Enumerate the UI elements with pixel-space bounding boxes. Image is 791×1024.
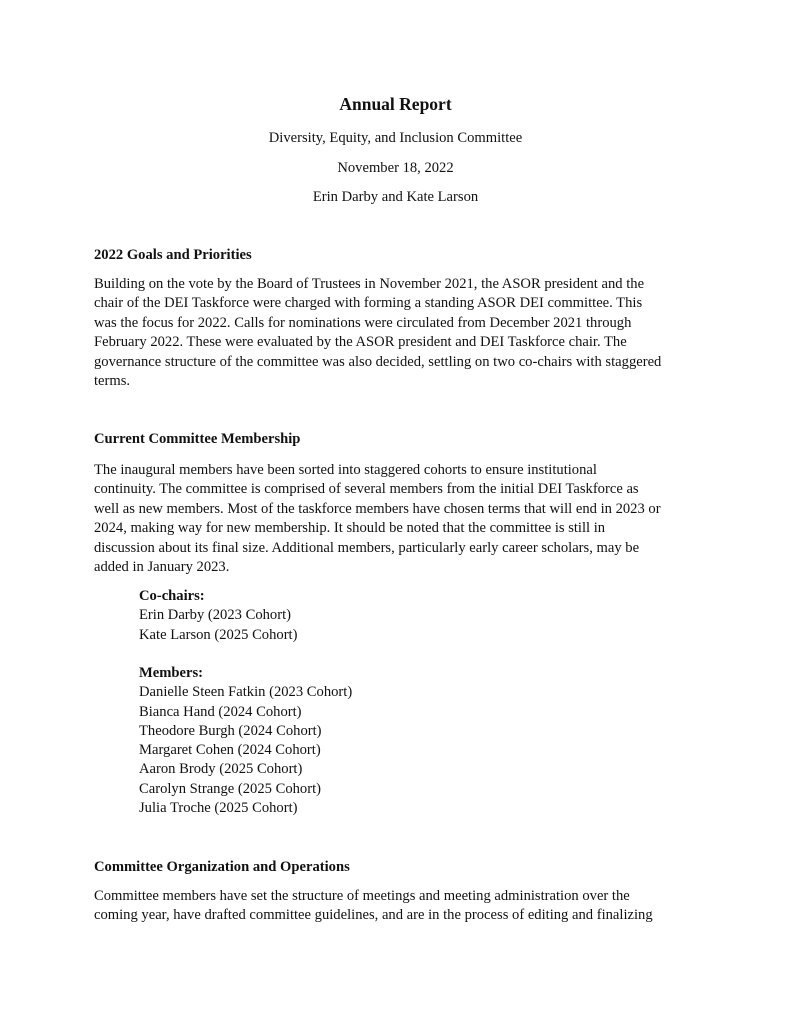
paragraph-line: February 2022. These were evaluated by the ASOR president and DEI Taskforce chair. The <box>94 334 627 351</box>
member-item: Aaron Brody (2025 Cohort) <box>139 761 303 778</box>
cochairs-list <box>139 587 297 645</box>
cochairs-label: Co-chairs: <box>139 588 205 604</box>
members-list <box>139 664 352 818</box>
paragraph-line: governance structure of the committee was also decided, settling on two co-chairs with staggered <box>94 353 662 370</box>
paragraph-line: Committee members have set the structure of meetings and meeting administration over the <box>94 888 630 904</box>
member-item: Danielle Steen Fatkin (2023 Cohort) <box>139 684 353 701</box>
paragraph-line: discussion about its final size. Additional members, particularly early career scholars, may be <box>94 539 640 556</box>
members-label: Members: <box>139 665 204 681</box>
paragraph-line: The inaugural members have been sorted into staggered cohorts to ensure institutional <box>94 462 597 478</box>
paragraph-line: Building on the vote by the Board of Trustees in November 2021, the ASOR president and the <box>94 276 645 292</box>
report-title: Annual Report <box>339 94 452 114</box>
paragraph-line: well as new members. Most of the taskforce members have chosen terms that will end in 2023 or <box>94 500 661 517</box>
goals-heading: 2022 Goals and Priorities <box>94 247 252 263</box>
membership-heading: Current Committee Membership <box>94 431 301 447</box>
cochair-item: Erin Darby (2023 Cohort) <box>139 607 291 624</box>
report-date: November 18, 2022 <box>337 160 454 176</box>
paragraph-line: continuity. The committee is comprised of several members from the initial DEI Taskforce as <box>94 481 639 498</box>
member-item: Margaret Cohen (2024 Cohort) <box>139 742 321 759</box>
paragraph-line: was the focus for 2022. Calls for nominations were circulated from December 2021 through <box>94 314 632 331</box>
organization-paragraph <box>94 887 706 926</box>
member-item: Carolyn Strange (2025 Cohort) <box>139 780 321 797</box>
cochair-item: Kate Larson (2025 Cohort) <box>139 626 298 643</box>
paragraph-line: 2024, making way for new membership. It should be noted that the committee is still in <box>94 520 606 537</box>
paragraph-line: chair of the DEI Taskforce were charged with forming a standing ASOR DEI committee. This <box>94 295 643 312</box>
paragraph-line: coming year, have drafted committee guidelines, and are in the process of editing and finalizing <box>94 907 653 924</box>
organization-heading: Committee Organization and Operations <box>94 859 350 875</box>
member-item: Bianca Hand (2024 Cohort) <box>139 703 302 720</box>
member-item: Theodore Burgh (2024 Cohort) <box>139 722 322 739</box>
goals-paragraph <box>94 275 706 391</box>
committee-name: Diversity, Equity, and Inclusion Committee <box>268 130 523 146</box>
member-item: Julia Troche (2025 Cohort) <box>139 800 298 817</box>
paragraph-line: terms. <box>94 373 131 390</box>
report-authors: Erin Darby and Kate Larson <box>312 189 479 205</box>
membership-paragraph <box>94 461 706 577</box>
paragraph-line: added in January 2023. <box>94 559 230 576</box>
